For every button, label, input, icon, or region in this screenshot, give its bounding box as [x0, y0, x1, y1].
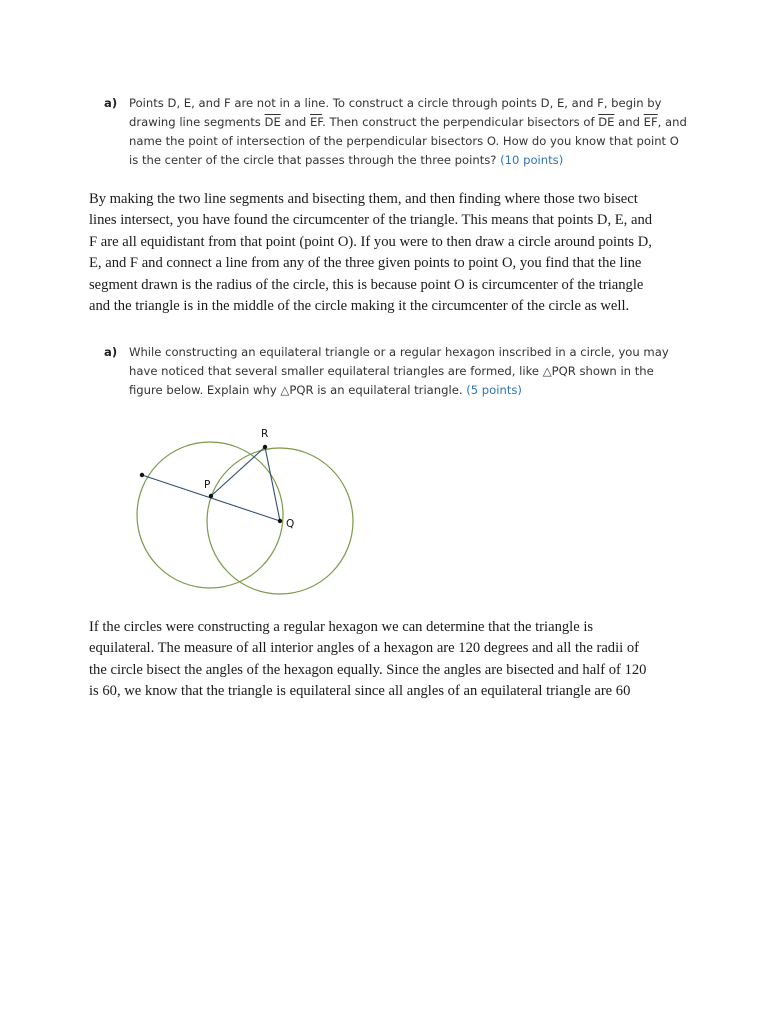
question-1	[104, 94, 687, 170]
answer-2-line: the circle bisect the angles of the hexagon equally. Since the angles are bisected and half of 120	[89, 661, 647, 678]
question-1-line-2	[129, 113, 687, 132]
point-left-end	[140, 473, 144, 477]
question-1-line-4	[129, 151, 664, 170]
question-2-line-1: While constructing an equilateral triangle or a regular hexagon inscribed in a circle, you may	[129, 345, 669, 359]
answer-1-line: and the triangle is in the middle of the circle making it the circumcenter of the circle as well.	[89, 298, 630, 315]
answer-1-line: By making the two line segments and bisecting them, and then finding where those two bisect	[89, 191, 638, 207]
answer-1-line: E, and F and connect a line from any of the three given points to point O, you find that the line	[89, 255, 642, 272]
segment-de: $\overline{DE}$	[264, 115, 281, 129]
label-r: R	[261, 428, 269, 440]
label-q: Q	[286, 518, 295, 530]
answer-1-line: segment drawn is the radius of the circle, this is because point O is circumcenter of the triangle	[89, 276, 644, 293]
question-1-line-2-mid: . Then construct the perpendicular bisectors of	[322, 115, 599, 129]
question-1-label: a)	[104, 96, 118, 110]
segment-pr	[211, 447, 265, 496]
answer-1-line: F are all equidistant from that point (point O). If you were to then draw a circle around points D,	[89, 233, 652, 250]
answer-1-line: lines intersect, you have found the circumcenter of the triangle. This means that points D, E, and	[89, 212, 653, 229]
question-1-line-2-end: , and	[657, 115, 687, 129]
question-2-text	[129, 343, 669, 400]
segment-ef-2: $\overline{EF}$	[643, 115, 658, 129]
segment-de-2: $\overline{DE}$	[598, 115, 615, 129]
answer-2-line: equilateral. The measure of all interior angles of a hexagon are 120 degrees and all the radii of	[89, 640, 640, 657]
answer-2-line: is 60, we know that the triangle is equilateral since all angles of an equilateral triangle are 60	[89, 683, 631, 700]
question-1-points: (10 points)	[500, 153, 564, 167]
answer-2	[89, 617, 679, 703]
circle-triangle-figure	[120, 415, 370, 605]
question-2	[104, 343, 669, 400]
question-1-line-4-text: is the center of the circle that passes through the three points?	[129, 153, 501, 167]
question-1-text	[129, 94, 687, 170]
answer-1	[89, 189, 679, 317]
answer-2-line: If the circles were constructing a regular hexagon we can determine that the triangle is	[89, 619, 594, 635]
point-q	[278, 519, 282, 523]
point-r	[263, 445, 267, 449]
question-2-line-3-text: figure below. Explain why △PQR is an equilateral triangle.	[129, 383, 467, 397]
question-2-label: a)	[104, 345, 118, 359]
label-p: P	[204, 479, 211, 491]
point-p	[209, 494, 213, 498]
segment-ef: $\overline{EF}$	[309, 115, 323, 129]
segment-rq	[265, 447, 280, 521]
question-1-line-2-and-2: and	[614, 115, 644, 129]
question-2-line-3	[129, 381, 664, 400]
question-1-line-2-start: drawing line segments	[129, 115, 265, 129]
question-1-line-3: name the point of intersection of the perpendicular bisectors O. How do you know that point O	[129, 134, 679, 148]
question-2-line-2: have noticed that several smaller equilateral triangles are formed, like △PQR shown in the	[129, 364, 654, 378]
question-2-points: (5 points)	[466, 383, 522, 397]
question-1-line-2-and: and	[280, 115, 310, 129]
question-1-line-1: Points D, E, and F are not in a line. To construct a circle through points D, E, and F, begin by	[129, 96, 662, 110]
